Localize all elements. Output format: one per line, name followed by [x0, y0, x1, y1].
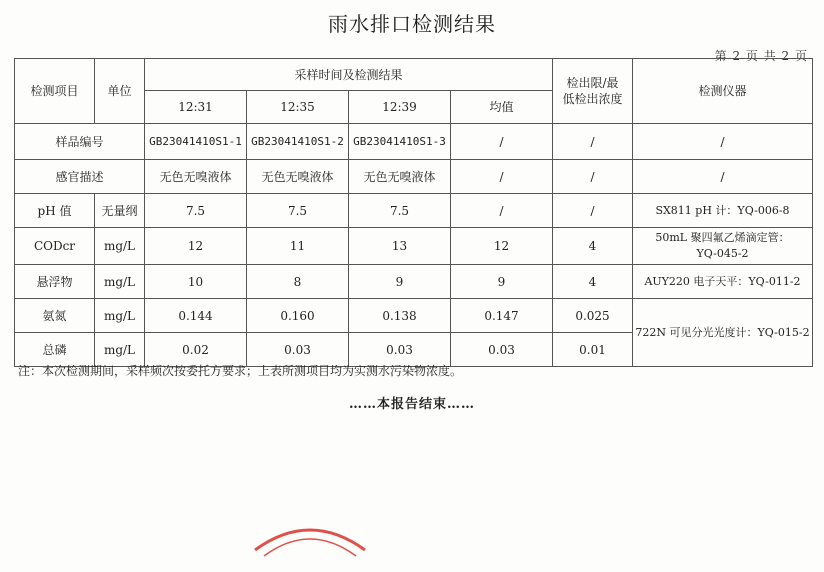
page-number: 第 2 页 共 2 页 — [714, 49, 808, 63]
value-cell: 7.5 — [349, 194, 451, 228]
header-avg: 均值 — [451, 91, 553, 124]
table-row — [15, 160, 813, 194]
limit-cell: / — [553, 194, 633, 228]
instrument-cell: / — [633, 160, 813, 194]
row-unit: mg/L — [95, 265, 145, 299]
avg-cell: / — [451, 124, 553, 160]
header-sampling: 采样时间及检测结果 — [145, 59, 553, 91]
value-cell: 0.160 — [247, 299, 349, 333]
header-unit: 单位 — [95, 59, 145, 124]
value-cell: 无色无嗅液体 — [145, 160, 247, 194]
limit-cell: / — [553, 160, 633, 194]
report-title: 雨水排口检测结果 — [328, 12, 496, 36]
red-seal-stamp — [250, 512, 370, 572]
row-unit: mg/L — [95, 228, 145, 265]
avg-cell: / — [451, 194, 553, 228]
value-cell: 12 — [145, 228, 247, 265]
stamp-ring-inner — [264, 539, 356, 556]
value-cell: 无色无嗅液体 — [349, 160, 451, 194]
sample-id: GB23041410S1-3 — [349, 124, 451, 160]
instrument-cell: / — [633, 124, 813, 160]
header-item: 检测项目 — [15, 59, 95, 124]
limit-cell: 0.01 — [553, 333, 633, 367]
value-cell: 10 — [145, 265, 247, 299]
stamp-ring — [255, 530, 365, 550]
row-unit: mg/L — [95, 299, 145, 333]
header-instrument: 检测仪器 — [633, 59, 813, 124]
results-table — [14, 58, 813, 367]
instrument-cell: 722N 可见分光光度计：YQ-015-2 — [633, 299, 813, 367]
limit-cell: 4 — [553, 228, 633, 265]
row-unit: mg/L — [95, 333, 145, 367]
value-cell: 13 — [349, 228, 451, 265]
table-row — [15, 194, 813, 228]
limit-cell: 4 — [553, 265, 633, 299]
limit-cell: 0.025 — [553, 299, 633, 333]
avg-cell: / — [451, 160, 553, 194]
value-cell: 7.5 — [247, 194, 349, 228]
value-cell: 0.144 — [145, 299, 247, 333]
limit-cell: / — [553, 124, 633, 160]
value-cell: 0.03 — [247, 333, 349, 367]
header-limit: 检出限/最 低检出浓度 — [553, 59, 633, 124]
avg-cell: 9 — [451, 265, 553, 299]
footnote: 注：本次检测期间，采样频次按委托方要求；上表所测项目均为实测水污染物浓度。 — [18, 364, 463, 378]
instrument-cell: 50mL 聚四氟乙烯滴定管： YQ-045-2 — [633, 228, 813, 265]
value-cell: 0.138 — [349, 299, 451, 333]
row-item: pH 值 — [15, 194, 95, 228]
sample-id: GB23041410S1-1 — [145, 124, 247, 160]
row-item: CODcr — [15, 228, 95, 265]
avg-cell: 0.147 — [451, 299, 553, 333]
instrument-cell: SX811 pH 计：YQ-006-8 — [633, 194, 813, 228]
value-cell: 8 — [247, 265, 349, 299]
value-cell: 无色无嗅液体 — [247, 160, 349, 194]
table-row — [15, 228, 813, 265]
value-cell: 0.02 — [145, 333, 247, 367]
header-time-3: 12:39 — [349, 91, 451, 124]
avg-cell: 0.03 — [451, 333, 553, 367]
value-cell: 9 — [349, 265, 451, 299]
instrument-cell: AUY220 电子天平：YQ-011-2 — [633, 265, 813, 299]
value-cell: 7.5 — [145, 194, 247, 228]
row-item: 样品编号 — [15, 124, 145, 160]
header-time-2: 12:35 — [247, 91, 349, 124]
table-row — [15, 299, 813, 333]
value-cell: 11 — [247, 228, 349, 265]
header-time-1: 12:31 — [145, 91, 247, 124]
table-row — [15, 124, 813, 160]
end-of-report: ……本报告结束…… — [348, 397, 475, 412]
sample-id: GB23041410S1-2 — [247, 124, 349, 160]
avg-cell: 12 — [451, 228, 553, 265]
row-unit: 无量纲 — [95, 194, 145, 228]
table-row — [15, 265, 813, 299]
row-item: 感官描述 — [15, 160, 145, 194]
row-item: 氨氮 — [15, 299, 95, 333]
value-cell: 0.03 — [349, 333, 451, 367]
row-item: 悬浮物 — [15, 265, 95, 299]
row-item: 总磷 — [15, 333, 95, 367]
